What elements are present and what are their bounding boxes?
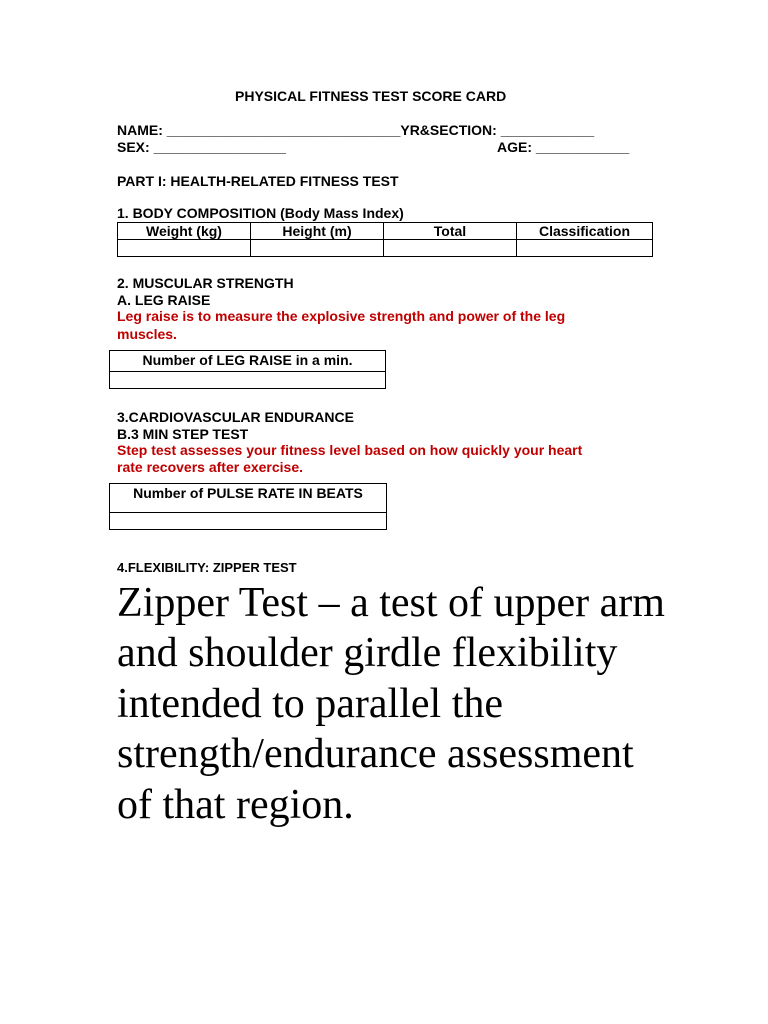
age-field: AGE: ____________ (497, 139, 630, 155)
step-test-heading: B.3 MIN STEP TEST (117, 426, 249, 442)
weight-cell[interactable] (118, 240, 251, 257)
step-test-description-cont: rate recovers after exercise. (117, 459, 304, 475)
table-row (110, 513, 387, 530)
leg-raise-heading: A. LEG RAISE (117, 292, 211, 308)
body-composition-heading: 1. BODY COMPOSITION (Body Mass Index) (117, 205, 404, 221)
column-header: Total (384, 223, 517, 240)
pulse-rate-table (109, 483, 387, 530)
table-row (110, 372, 386, 389)
pulse-rate-header: Number of PULSE RATE IN BEATS (110, 484, 387, 513)
step-test-description: Step test assesses your fitness level based on how quickly your heart (117, 442, 583, 458)
table-header-row (110, 484, 387, 513)
part-heading: PART I: HEALTH-RELATED FITNESS TEST (117, 173, 399, 189)
table-row (118, 240, 653, 257)
name-section-line: NAME: ______________________________YR&SECTION: ____________ (117, 122, 595, 138)
column-header: Height (m) (251, 223, 384, 240)
table-header-row (110, 351, 386, 372)
leg-raise-value-cell[interactable] (110, 372, 386, 389)
leg-raise-table (109, 350, 386, 389)
column-header: Classification (517, 223, 653, 240)
leg-raise-description: Leg raise is to measure the explosive strength and power of the leg (117, 308, 566, 324)
zipper-test-description: Zipper Test – a test of upper arm and shoulder girdle flexibility intended to parallel the strength/endurance assessment of that region. (117, 580, 665, 828)
flexibility-heading: 4.FLEXIBILITY: ZIPPER TEST (117, 560, 297, 575)
muscular-strength-heading: 2. MUSCULAR STRENGTH (117, 275, 294, 291)
leg-raise-description-cont: muscles. (117, 326, 177, 342)
cardio-heading: 3.CARDIOVASCULAR ENDURANCE (117, 409, 354, 425)
pulse-rate-value-cell[interactable] (110, 513, 387, 530)
page-title: PHYSICAL FITNESS TEST SCORE CARD (235, 88, 507, 104)
leg-raise-header: Number of LEG RAISE in a min. (110, 351, 386, 372)
height-cell[interactable] (251, 240, 384, 257)
sex-field: SEX: _________________ (117, 139, 286, 155)
classification-cell[interactable] (517, 240, 653, 257)
table-header-row (118, 223, 653, 240)
column-header: Weight (kg) (118, 223, 251, 240)
total-cell[interactable] (384, 240, 517, 257)
bmi-table (117, 222, 653, 257)
